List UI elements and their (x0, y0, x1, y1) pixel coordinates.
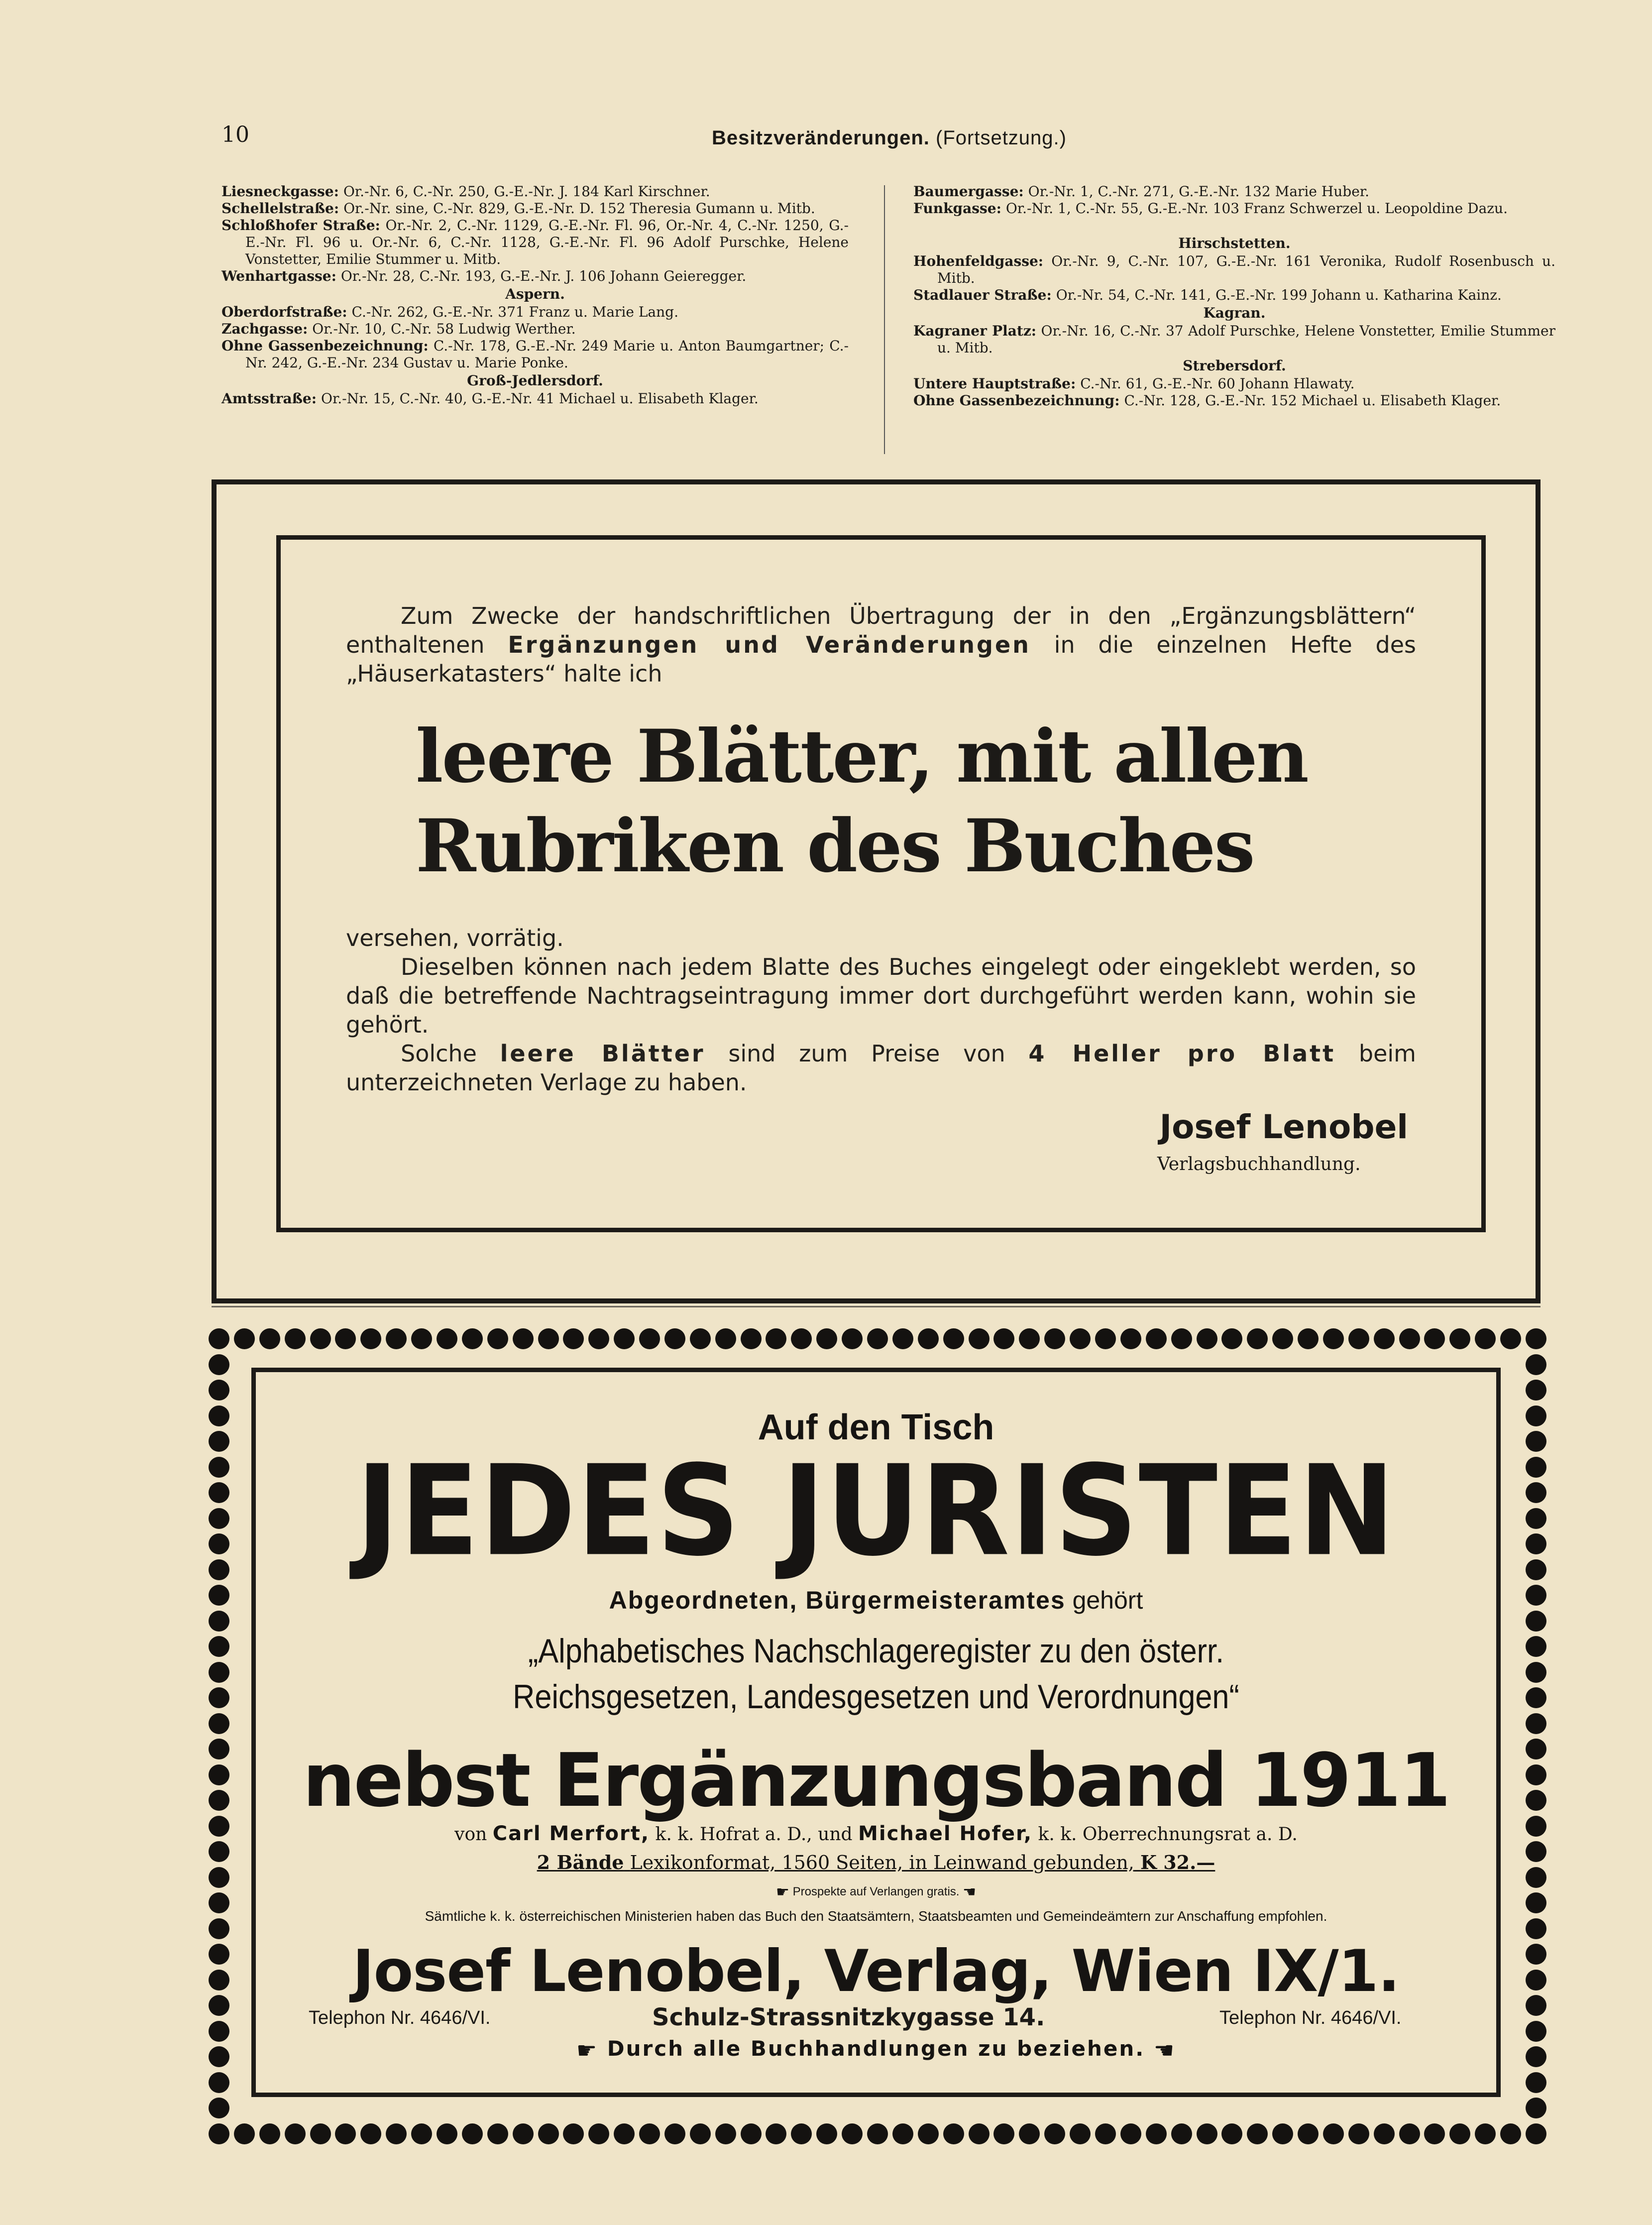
border-dot (1399, 1328, 1420, 1349)
border-dot (1526, 1867, 1546, 1888)
ad2-address: Schulz-Strassnitzkygasse 14. (652, 2003, 1045, 2031)
ad2-line-c (259, 1586, 1493, 1615)
border-dot (664, 1328, 685, 1349)
list-item (221, 338, 849, 371)
border-dot (209, 2123, 229, 2144)
border-dot (1526, 1585, 1546, 1606)
border-dot (1526, 1431, 1546, 1452)
border-dot (1424, 2123, 1445, 2144)
ad1-intro-text-2: in die einzelnen Hefte des „Häuserkatasters“ halte ich (346, 631, 1417, 687)
section-heading: Aspern. (505, 286, 565, 302)
street-name: Liesneckgasse: (221, 183, 339, 200)
border-dot (842, 1328, 863, 1349)
border-dot (1120, 2123, 1141, 2144)
border-dot (1120, 1328, 1141, 1349)
border-dot (1500, 2123, 1521, 2144)
border-dot (487, 1328, 508, 1349)
border-dot (1526, 1328, 1546, 1349)
list-item (913, 200, 1555, 217)
section-heading: Strebersdorf. (1183, 357, 1286, 374)
border-dot (816, 2123, 837, 2144)
border-dot (1247, 1328, 1268, 1349)
border-dot (209, 1995, 229, 2016)
border-dot (209, 1816, 229, 1837)
border-dot (1146, 1328, 1167, 1349)
border-dot (1399, 2123, 1420, 2144)
border-dot (209, 1713, 229, 1734)
border-dot (563, 1328, 584, 1349)
border-dot (892, 1328, 913, 1349)
ad2-publisher: Josef Lenobel, Verlag, Wien IX/1. (352, 1938, 1400, 2005)
ad2-line-a: Auf den Tisch (758, 1407, 994, 1447)
ad1-intro-bold: Ergänzungen und Veränderungen (508, 631, 1031, 658)
border-dot (1449, 2123, 1470, 2144)
border-dot (1221, 1328, 1242, 1349)
border-dot (969, 2123, 990, 2144)
street-name: Hohenfeldgasse: (913, 253, 1044, 269)
border-dot (1197, 1328, 1217, 1349)
border-dot (209, 1790, 229, 1811)
border-dot (1424, 1328, 1445, 1349)
border-dot (1044, 2123, 1065, 2144)
border-dot (209, 2021, 229, 2042)
ad1-paragraph-3 (346, 1039, 1416, 1097)
border-dot (462, 1328, 483, 1349)
border-dot (1298, 1328, 1319, 1349)
border-dot (209, 1328, 229, 1349)
border-dot (943, 2123, 964, 2144)
border-dot (1526, 1559, 1546, 1580)
street-name: Stadlauer Straße: (913, 287, 1052, 303)
border-dot (918, 2123, 939, 2144)
ad1-intro (346, 601, 1416, 688)
border-dot (209, 1892, 229, 1913)
border-dot (1298, 2123, 1319, 2144)
border-dot (209, 1764, 229, 1785)
entry-text: Or.-Nr. 54, C.-Nr. 141, G.-E.-Nr. 199 Johann u. Katharina Kainz. (1056, 287, 1502, 303)
border-dot (1019, 1328, 1040, 1349)
border-dot (1526, 1816, 1546, 1837)
pointing-hand-left-icon: ☚ (963, 1884, 977, 1900)
border-dot (386, 2123, 407, 2144)
column-divider (884, 185, 885, 454)
border-dot (335, 2123, 356, 2144)
border-dot (1526, 1687, 1546, 1708)
border-dot (209, 1918, 229, 1939)
border-dot (209, 1482, 229, 1503)
ad2-volumes-b: Lexikonformat, 1560 Seiten, in Leinwand gebunden, (630, 1852, 1134, 1874)
pointing-hand-left-icon: ☚ (1153, 2036, 1176, 2064)
ad1-headline-line-2: Rubriken des Buches (416, 804, 1254, 889)
border-dot (1526, 1405, 1546, 1426)
border-dot (563, 2123, 584, 2144)
border-dot (715, 2123, 736, 2144)
ad2-authors (259, 1822, 1493, 1845)
border-dot (234, 1328, 255, 1349)
border-dot (1526, 1380, 1546, 1401)
border-dot (209, 1867, 229, 1888)
list-item (913, 375, 1555, 392)
list-item (221, 268, 849, 285)
list-item (913, 183, 1555, 200)
border-dot (1526, 2072, 1546, 2093)
border-dot (1247, 2123, 1268, 2144)
ad1-after-headline: versehen, vorrätig. (346, 925, 564, 951)
entry-text: C.-Nr. 61, G.-E.-Nr. 60 Johann Hlawaty. (1080, 375, 1355, 392)
ad2-line-c-bold: Abgeordneten, Bürgermeisteramtes (609, 1586, 1066, 1614)
ad2-ministries: Sämtliche k. k. österreichischen Ministerien haben das Buch den Staatsämtern, Staatsbeamten und Gemeindeämtern zur Anschaffung empfohlen. (425, 1908, 1327, 1924)
border-dot (209, 1662, 229, 1683)
border-dot (664, 2123, 685, 2144)
border-dot (791, 1328, 812, 1349)
pointing-hand-right-icon: ☛ (576, 2036, 599, 2064)
border-dot (1526, 1892, 1546, 1913)
entry-text: Or.-Nr. 2, C.-Nr. 1129, G.-E.-Nr. Fl. 96, Or.-Nr. 4, C.-Nr. 1250, G.-E.-Nr. Fl. 96 u. Or.-Nr. 6, C.-Nr. 1128, G.-E.-Nr. Fl. 96 Adolf Purschke, Helene Vonstetter, Emilie Stummer u. Mitb. (245, 217, 849, 267)
ad2-telephone-left: Telephon Nr. 4646/VI. (309, 2007, 491, 2028)
street-name: Kagraner Platz: (913, 323, 1037, 339)
ad2-price: K 32.— (1140, 1851, 1215, 1874)
border-dot (1348, 1328, 1369, 1349)
border-dot (867, 1328, 888, 1349)
entry-text: Or.-Nr. 1, C.-Nr. 271, G.-E.-Nr. 132 Marie Huber. (1028, 183, 1369, 200)
border-dot (386, 1328, 407, 1349)
entry-text: Or.-Nr. 16, C.-Nr. 37 Adolf Purschke, Helene Vonstetter, Emilie Stummer u. Mitb. (937, 323, 1555, 356)
border-dot (943, 1328, 964, 1349)
border-dot (1272, 2123, 1293, 2144)
ad1-headline-line-1: leere Blätter, mit allen (416, 714, 1308, 799)
page-title-sub: (Fortsetzung.) (936, 127, 1067, 149)
border-dot (487, 2123, 508, 2144)
border-dot (1526, 1918, 1546, 1939)
border-dot (614, 2123, 635, 2144)
ad2-prospect-text: Prospekte auf Verlangen gratis. (792, 1884, 960, 1898)
border-dot (259, 2123, 280, 2144)
border-dot (209, 1687, 229, 1708)
border-dot (1146, 2123, 1167, 2144)
entry-text: Or.-Nr. 28, C.-Nr. 193, G.-E.-Nr. J. 106 Johann Geieregger. (340, 268, 747, 284)
entry-text: Or.-Nr. 6, C.-Nr. 250, G.-E.-Nr. J. 184 Karl Kirschner. (343, 183, 710, 200)
street-name: Ohne Gassenbezeichnung: (913, 392, 1120, 409)
border-dot (766, 2123, 786, 2144)
street-name: Funkgasse: (913, 200, 1001, 217)
ad2-prospect (259, 1883, 1493, 1901)
border-dot (285, 2123, 306, 2144)
ad2-authors-e: k. k. Oberrechnungsrat a. D. (1038, 1824, 1298, 1845)
border-dot (209, 1405, 229, 1426)
border-dot (1171, 2123, 1192, 2144)
section-heading: Groß-Jedlersdorf. (467, 372, 603, 389)
ad1-intro-text-1: Zum Zwecke der handschriftlichen Übertragung der in den „Ergänzungsblättern“ enthaltenen (346, 602, 1416, 658)
section-divider (212, 1306, 1541, 1307)
border-dot (918, 1328, 939, 1349)
border-dot (1526, 2098, 1546, 2118)
border-dot (1095, 2123, 1116, 2144)
list-item (913, 253, 1555, 287)
ad1-body (346, 924, 1416, 1097)
border-dot (993, 1328, 1014, 1349)
border-dot (1272, 1328, 1293, 1349)
border-dot (791, 2123, 812, 2144)
border-dot (360, 1328, 381, 1349)
border-dot (1374, 2123, 1395, 2144)
border-dot (310, 1328, 331, 1349)
ad1-headline (416, 712, 1361, 891)
left-column (221, 183, 849, 407)
entry-text: Or.-Nr. sine, C.-Nr. 829, G.-E.-Nr. D. 152 Theresia Gumann u. Mitb. (343, 200, 815, 217)
border-dot (1526, 1995, 1546, 2016)
page-number: 10 (221, 122, 249, 147)
ad2-distribution-text: Durch alle Buchhandlungen zu beziehen. (607, 2036, 1145, 2061)
border-dot (209, 1944, 229, 1965)
border-dot (1475, 1328, 1496, 1349)
border-dot (1526, 1611, 1546, 1632)
list-item (221, 217, 849, 268)
border-dot (715, 1328, 736, 1349)
border-dot (588, 2123, 609, 2144)
border-dot (1526, 2123, 1546, 2144)
border-dot (1197, 2123, 1217, 2144)
border-dot (867, 2123, 888, 2144)
ad2-volumes-a: 2 Bände (537, 1851, 624, 1874)
ad2-author-1: Carl Merfort, (492, 1822, 650, 1845)
border-dot (335, 1328, 356, 1349)
ad2-volumes-line (537, 1852, 1215, 1874)
list-item (221, 304, 849, 321)
border-dot (209, 1380, 229, 1401)
ad2-book-title-1: „Alphabetisches Nachschlageregister zu den österr. (528, 1632, 1224, 1670)
list-item (913, 287, 1555, 304)
border-dot (209, 1970, 229, 1991)
ad1-signature: Josef Lenobel (1159, 1108, 1408, 1146)
border-dot (259, 1328, 280, 1349)
list-item (913, 392, 1555, 409)
ad2-headline: JEDES JURISTEN (356, 1438, 1396, 1584)
border-dot (741, 2123, 762, 2144)
street-name: Ohne Gassenbezeichnung: (221, 338, 429, 354)
entry-text: Or.-Nr. 10, C.-Nr. 58 Ludwig Werther. (312, 321, 576, 337)
border-dot (209, 1533, 229, 1554)
border-dot (1070, 1328, 1091, 1349)
border-dot (1526, 1482, 1546, 1503)
ad2-line-c-rest: gehört (1072, 1586, 1143, 1614)
border-dot (1171, 1328, 1192, 1349)
ad2-book-title (321, 1628, 1432, 1720)
page-title-main: Besitzveränderungen. (712, 127, 930, 149)
border-dot (462, 2123, 483, 2144)
border-dot (285, 1328, 306, 1349)
border-dot (1019, 2123, 1040, 2144)
border-dot (513, 2123, 534, 2144)
border-dot (816, 1328, 837, 1349)
border-dot (993, 2123, 1014, 2144)
border-dot (1475, 2123, 1496, 2144)
border-dot (690, 1328, 711, 1349)
street-name: Baumergasse: (913, 183, 1024, 200)
border-dot (1526, 1508, 1546, 1529)
street-name: Untere Hauptstraße: (913, 375, 1076, 392)
ad2-book-title-2: Reichsgesetzen, Landesgesetzen und Verordnungen“ (513, 1678, 1239, 1716)
street-name: Amtsstraße: (221, 390, 317, 407)
ad1-p3-a: Solche (401, 1040, 477, 1067)
border-dot (209, 1611, 229, 1632)
list-item (221, 183, 849, 200)
border-dot (1095, 1328, 1116, 1349)
border-dot (209, 1739, 229, 1759)
border-dot (1526, 1970, 1546, 1991)
entry-text: Or.-Nr. 15, C.-Nr. 40, G.-E.-Nr. 41 Michael u. Elisabeth Klager. (321, 390, 759, 407)
border-dot (1526, 2046, 1546, 2067)
border-dot (538, 1328, 559, 1349)
border-dot (1070, 2123, 1091, 2144)
pointing-hand-right-icon: ☛ (775, 1884, 789, 1900)
ad1-p3-e: beim unterzeichneten Verlage zu haben. (346, 1040, 1416, 1096)
entry-text: C.-Nr. 128, G.-E.-Nr. 152 Michael u. Elisabeth Klager. (1124, 392, 1501, 409)
border-dot (209, 1354, 229, 1375)
border-dot (437, 1328, 457, 1349)
border-dot (360, 2123, 381, 2144)
border-dot (209, 1431, 229, 1452)
border-dot (209, 2072, 229, 2093)
ad1-p3-bold-2: 4 Heller pro Blatt (1028, 1040, 1336, 1067)
border-dot (209, 1841, 229, 1862)
section-heading: Hirschstetten. (1178, 235, 1291, 251)
border-dot (437, 2123, 457, 2144)
border-dot (1374, 1328, 1395, 1349)
street-name: Schloßhofer Straße: (221, 217, 380, 234)
border-dot (1526, 1457, 1546, 1478)
border-dot (1526, 1662, 1546, 1683)
list-item (913, 323, 1555, 356)
border-dot (1449, 1328, 1470, 1349)
entry-text: C.-Nr. 262, G.-E.-Nr. 371 Franz u. Marie Lang. (351, 304, 678, 320)
border-dot (1526, 1533, 1546, 1554)
border-dot (1221, 2123, 1242, 2144)
ad1-p3-c: sind zum Preise von (728, 1040, 1005, 1067)
ad2-authors-c: k. k. Hofrat a. D., und (655, 1824, 853, 1845)
ad2-distribution (259, 2036, 1493, 2064)
border-dot (1526, 1764, 1546, 1785)
list-item (221, 321, 849, 338)
border-dot (234, 2123, 255, 2144)
border-dot (1526, 2021, 1546, 2042)
border-dot (1348, 2123, 1369, 2144)
border-dot (209, 1457, 229, 1478)
ad2-supplement: nebst Ergänzungsband 1911 (303, 1738, 1449, 1823)
border-dot (588, 1328, 609, 1349)
ad1-intro-paragraph (346, 601, 1416, 688)
ad2-author-2: Michael Hofer, (858, 1822, 1033, 1845)
street-name: Oberdorfstraße: (221, 304, 347, 320)
border-dot (209, 2046, 229, 2067)
border-dot (639, 1328, 660, 1349)
section-heading: Kagran. (1203, 305, 1266, 321)
border-dot (209, 1559, 229, 1580)
page-title (712, 127, 1067, 149)
ad1-paragraph-2: Dieselben können nach jedem Blatte des Buches eingelegt oder eingeklebt werden, so daß die betreffende Nachtragseintragung immer dort durchgeführt werden kann, wohin sie gehört. (346, 953, 1416, 1038)
border-dot (892, 2123, 913, 2144)
border-dot (1526, 1354, 1546, 1375)
list-item (221, 200, 849, 217)
ad2-volumes (259, 1851, 1493, 1874)
ad2-authors-a: von (454, 1824, 487, 1845)
border-dot (1526, 1944, 1546, 1965)
border-dot (209, 1585, 229, 1606)
street-name: Schellelstraße: (221, 200, 339, 217)
border-dot (209, 2098, 229, 2118)
border-dot (1323, 1328, 1344, 1349)
border-dot (1526, 1739, 1546, 1759)
border-dot (1526, 1636, 1546, 1657)
border-dot (513, 1328, 534, 1349)
border-dot (842, 2123, 863, 2144)
border-dot (741, 1328, 762, 1349)
border-dot (1526, 1841, 1546, 1862)
border-dot (639, 2123, 660, 2144)
ad1-signature-sub: Verlagsbuchhandlung. (1157, 1154, 1361, 1174)
border-dot (1323, 2123, 1344, 2144)
ad2-telephone-right: Telephon Nr. 4646/VI. (1219, 2007, 1402, 2028)
right-column (913, 183, 1555, 409)
border-dot (766, 1328, 786, 1349)
border-dot (969, 1328, 990, 1349)
border-dot (209, 1636, 229, 1657)
entry-text: C.-Nr. 178, G.-E.-Nr. 249 Marie u. Anton Baumgartner; C.-Nr. 242, G.-E.-Nr. 234 Gustav u. Marie Ponke. (245, 338, 849, 371)
entry-text: Or.-Nr. 9, C.-Nr. 107, G.-E.-Nr. 161 Veronika, Rudolf Rosenbusch u. Mitb. (937, 253, 1555, 286)
border-dot (690, 2123, 711, 2144)
street-name: Wenhartgasse: (221, 268, 336, 284)
entry-text: Or.-Nr. 1, C.-Nr. 55, G.-E.-Nr. 103 Franz Schwerzel u. Leopoldine Dazu. (1005, 200, 1508, 217)
border-dot (1526, 1790, 1546, 1811)
border-dot (614, 1328, 635, 1349)
street-name: Zachgasse: (221, 321, 308, 337)
border-dot (310, 2123, 331, 2144)
border-dot (411, 2123, 432, 2144)
border-dot (1500, 1328, 1521, 1349)
border-dot (411, 1328, 432, 1349)
list-item (221, 390, 849, 407)
border-dot (538, 2123, 559, 2144)
border-dot (209, 1508, 229, 1529)
ad1-p3-bold-1: leere Blätter (500, 1040, 705, 1067)
border-dot (1044, 1328, 1065, 1349)
border-dot (1526, 1713, 1546, 1734)
